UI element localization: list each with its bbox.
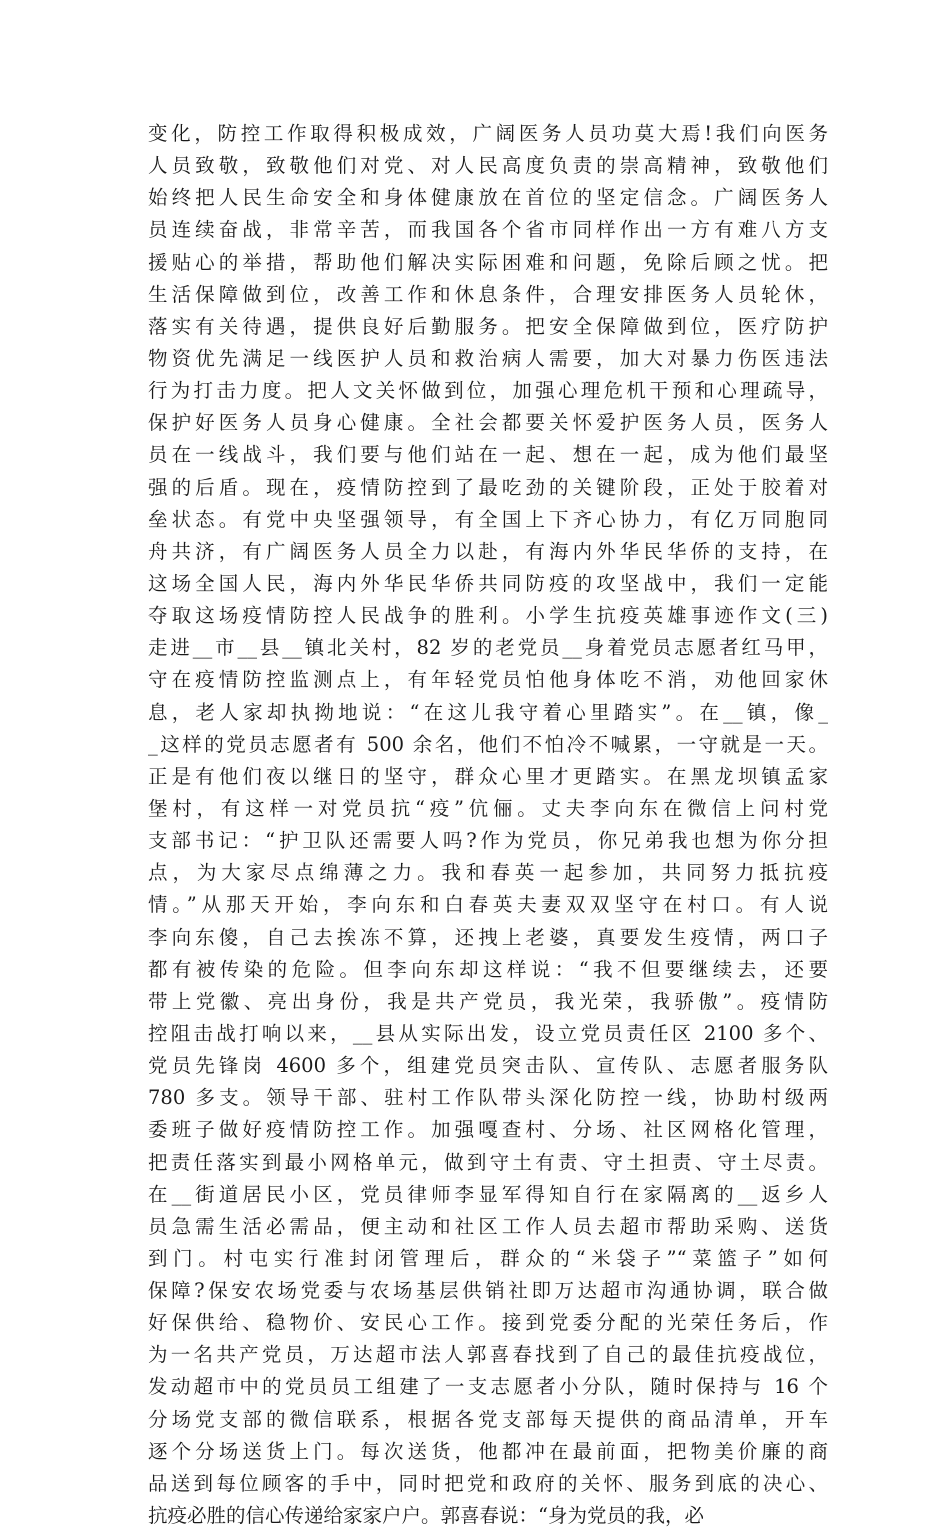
- text-line: 生活保障做到位，改善工作和休息条件，合理安排医务人员轮休，: [148, 282, 828, 306]
- text-line: 息，老人家却执拗地说：“在这儿我守着心里踏实”。在__镇，像_: [148, 700, 828, 724]
- text-line: 走进__市__县__镇北关村，82 岁的老党员__身着党员志愿者红马甲，: [148, 636, 828, 660]
- text-line: 党员先锋岗 4600 多个，组建党员突击队、宣传队、志愿者服务队: [148, 1054, 828, 1078]
- text-line: 控阻击战打响以来，__县从实际出发，设立党员责任区 2100 多个、: [148, 1021, 828, 1045]
- text-line: 援贴心的举措，帮助他们解决实际困难和问题，免除后顾之忧。把: [148, 250, 828, 274]
- text-line: 员连续奋战，非常辛苦，而我国各个省市同样作出一方有难八方支: [148, 218, 828, 242]
- text-line: 夺取这场疫情防控人民战争的胜利。小学生抗疫英雄事迹作文(三): [148, 604, 828, 628]
- text-line: 在__街道居民小区，党员律师李显军得知自行在家隔离的__返乡人: [148, 1182, 828, 1206]
- text-line: 支部书记：“护卫队还需要人吗?作为党员，你兄弟我也想为你分担: [148, 829, 828, 853]
- text-line: 强的后盾。现在，疫情防控到了最吃劲的关键阶段，正处于胶着对: [148, 475, 828, 499]
- text-line: 品送到每位顾客的手中，同时把党和政府的关怀、服务到底的决心、: [148, 1471, 828, 1495]
- text-line: 守在疫情防控监测点上，有年轻党员怕他身体吃不消，劝他回家休: [148, 668, 828, 692]
- text-line: 分场党支部的微信联系，根据各党支部每天提供的商品清单，开车: [148, 1407, 828, 1431]
- text-line: 保护好医务人员身心健康。全社会都要关怀爱护医务人员，医务人: [148, 411, 828, 435]
- text-line: 员急需生活必需品，便主动和社区工作人员去超市帮助采购、送货: [148, 1214, 828, 1238]
- text-line: 把责任落实到最小网格单元，做到守土有责、守土担责、守土尽责。: [148, 1150, 828, 1174]
- article-body: [148, 118, 828, 1532]
- text-line: 始终把人民生命安全和身体健康放在首位的坚定信念。广阔医务人: [148, 186, 828, 210]
- text-line: 逐个分场送货上门。每次送货，他都冲在最前面，把物美价廉的商: [148, 1439, 828, 1463]
- text-line: 发动超市中的党员员工组建了一支志愿者小分队，随时保持与 16 个: [148, 1375, 828, 1399]
- text-line: 保障?保安农场党委与农场基层供销社即万达超市沟通协调，联合做: [148, 1279, 828, 1303]
- text-line: 李向东傻，自己去挨冻不算，还拽上老婆，真要发生疫情，两口子: [148, 925, 828, 949]
- text-line: 变化，防控工作取得积极成效，广阔医务人员功莫大焉!我们向医务: [148, 122, 828, 145]
- text-line: 委班子做好疫情防控工作。加强嘎查村、分场、社区网格化管理，: [148, 1118, 828, 1142]
- text-line: 情。”从那天开始，李向东和白春英夫妻双双坚守在村口。有人说: [148, 893, 828, 917]
- text-line: 为一名共产党员，万达超市法人郭喜春找到了自己的最佳抗疫战位，: [148, 1343, 828, 1367]
- text-line: 到门。村屯实行准封闭管理后，群众的“米袋子”“菜篮子”如何: [148, 1246, 828, 1270]
- text-line: 舟共济，有广阔医务人员全力以赴，有海内外华民华侨的支持，在: [148, 539, 828, 563]
- text-line: 点，为大家尽点绵薄之力。我和春英一起参加，共同努力抵抗疫: [148, 861, 828, 885]
- text-line: 落实有关待遇，提供良好后勤服务。把安全保障做到位，医疗防护: [148, 314, 828, 338]
- text-line: 行为打击力度。把人文关怀做到位，加强心理危机干预和心理疏导，: [148, 379, 828, 403]
- text-line: 员在一线战斗，我们要与他们站在一起、想在一起，成为他们最坚: [148, 443, 828, 467]
- text-line: 抗疫必胜的信心传递给家家户户。郭喜春说：“身为党员的我，必: [148, 1504, 704, 1528]
- text-line: 垒状态。有党中央坚强领导，有全国上下齐心协力，有亿万同胞同: [148, 507, 828, 531]
- text-line: 物资优先满足一线医护人员和救治病人需要，加大对暴力伤医违法: [148, 346, 828, 370]
- text-line: 正是有他们夜以继日的坚守，群众心里才更踏实。在黑龙坝镇孟家: [148, 764, 828, 788]
- text-line: 这场全国人民，海内外华民华侨共同防疫的攻坚战中，我们一定能: [148, 571, 828, 595]
- text-line: 好保供给、稳物价、安民心工作。接到党委分配的光荣任务后，作: [148, 1311, 828, 1335]
- text-line: 带上党徽、亮出身份，我是共产党员，我光荣，我骄傲”。疫情防: [148, 989, 828, 1013]
- text-line: _这样的党员志愿者有 500 余名，他们不怕冷不喊累，一守就是一天。: [148, 732, 828, 756]
- text-line: 都有被传染的危险。但李向东却这样说：“我不但要继续去，还要: [148, 957, 828, 981]
- text-line: 人员致敬，致敬他们对党、对人民高度负责的崇高精神，致敬他们: [148, 154, 828, 178]
- text-line: 堡村，有这样一对党员抗“疫”伉俪。丈夫李向东在微信上问村党: [148, 796, 828, 820]
- text-line: 780 多支。领导干部、驻村工作队带头深化防控一线，协助村级两: [148, 1086, 828, 1110]
